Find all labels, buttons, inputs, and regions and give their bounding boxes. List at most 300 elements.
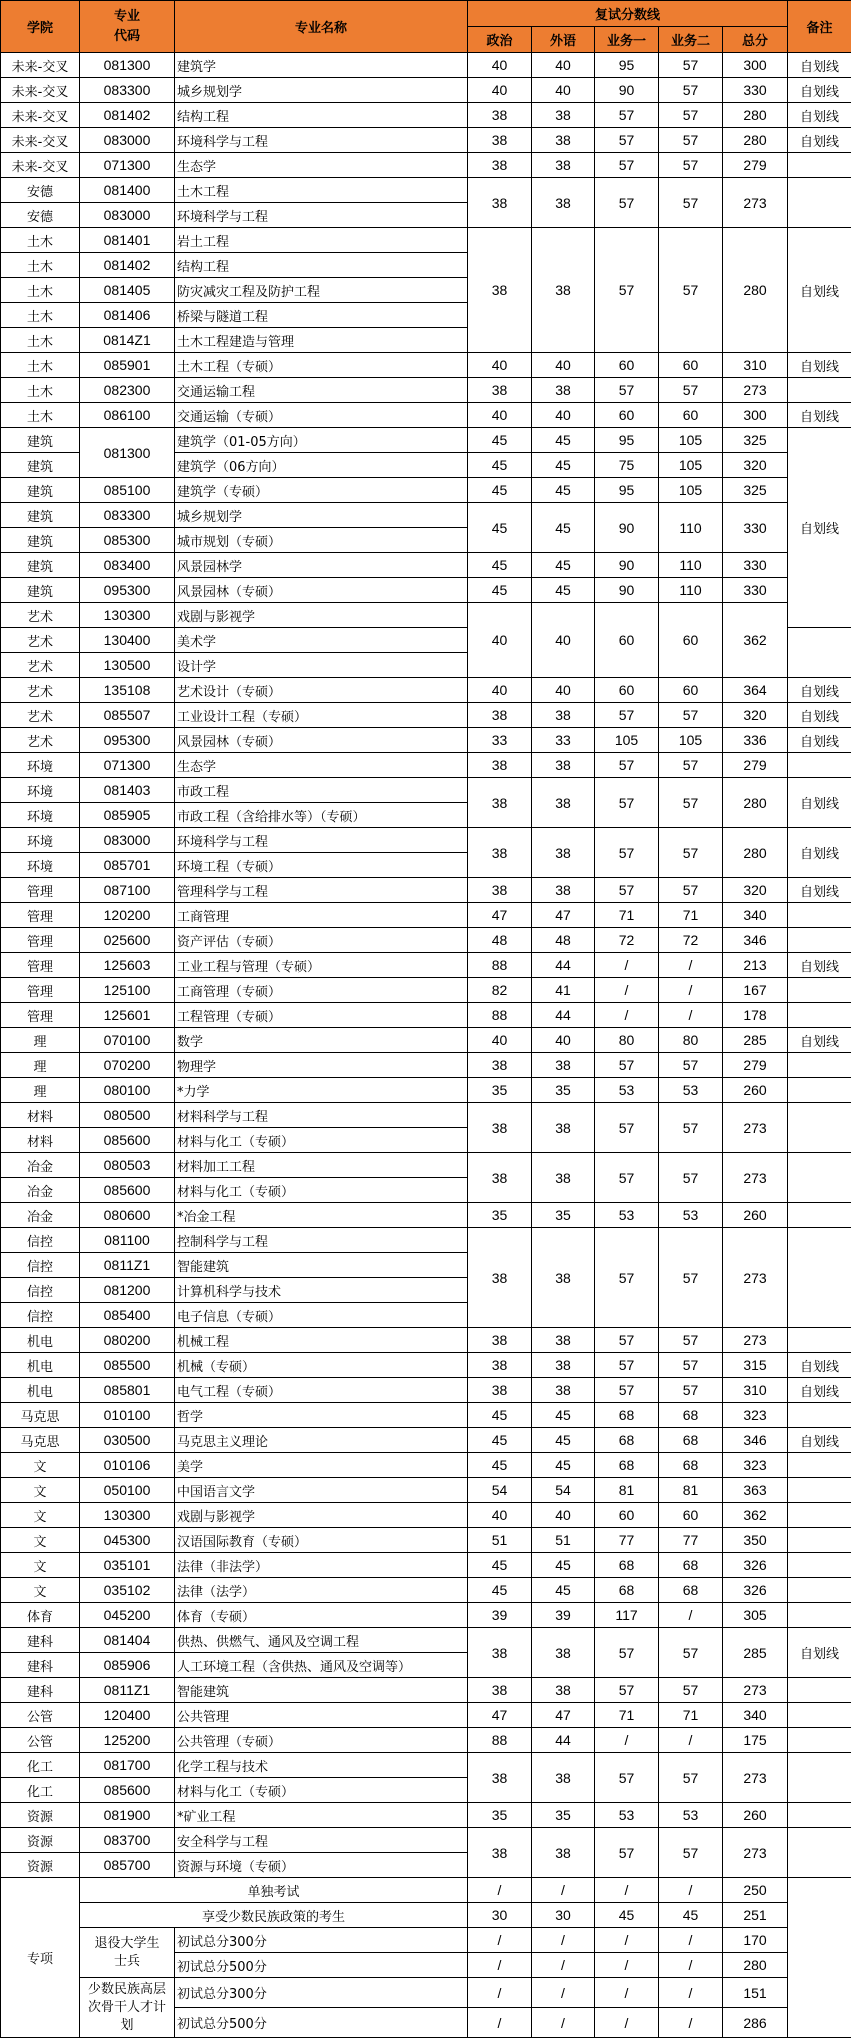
- major-code-cell: 120400: [80, 1703, 175, 1728]
- major-code-cell: 085906: [80, 1653, 175, 1678]
- score-language: 35: [532, 1803, 595, 1828]
- score-subject2: 105: [659, 478, 723, 503]
- major-code-cell: 085100: [80, 478, 175, 503]
- major-code-cell: 035101: [80, 1553, 175, 1578]
- college-cell: 文: [1, 1578, 80, 1603]
- remark-cell: [788, 1578, 851, 1603]
- score-subject2: 57: [659, 1328, 723, 1353]
- major-code-cell: 035102: [80, 1578, 175, 1603]
- college-cell: 环境: [1, 803, 80, 828]
- major-code-cell: 081402: [80, 103, 175, 128]
- score-language: 44: [532, 1728, 595, 1753]
- college-cell: 艺术: [1, 653, 80, 678]
- major-name-cell: 结构工程: [175, 103, 468, 128]
- header-politics: 政治: [468, 27, 532, 53]
- score-subject1: 57: [595, 1228, 659, 1328]
- college-cell: 环境: [1, 753, 80, 778]
- score-politics: 45: [468, 1428, 532, 1453]
- major-name-cell: *冶金工程: [175, 1203, 468, 1228]
- remark-cell: 自划线: [788, 828, 851, 878]
- score-subject1: 90: [595, 503, 659, 553]
- remark-cell: [788, 1553, 851, 1578]
- remark-cell: [788, 1153, 851, 1203]
- score-subject2: 57: [659, 1153, 723, 1203]
- score-total: 280: [723, 778, 788, 828]
- score-politics: 40: [468, 678, 532, 703]
- score-total: 285: [723, 1028, 788, 1053]
- score-language: 30: [532, 1903, 595, 1928]
- score-politics: 35: [468, 1803, 532, 1828]
- score-total: 346: [723, 1428, 788, 1453]
- score-politics: 38: [468, 1153, 532, 1203]
- score-politics: 38: [468, 778, 532, 828]
- score-language: 41: [532, 978, 595, 1003]
- table-row: [1, 903, 851, 928]
- major-name-cell: 汉语国际教育（专硕）: [175, 1528, 468, 1553]
- major-code-cell: 083000: [80, 203, 175, 228]
- score-subject1: 57: [595, 178, 659, 228]
- score-politics: 40: [468, 353, 532, 378]
- score-subject2: 57: [659, 153, 723, 178]
- score-politics: 38: [468, 1353, 532, 1378]
- major-code-cell: 095300: [80, 578, 175, 603]
- score-subject2: 81: [659, 1478, 723, 1503]
- major-code-cell: 045300: [80, 1528, 175, 1553]
- remark-cell: 自划线: [788, 1628, 851, 1678]
- major-code-cell: 086100: [80, 403, 175, 428]
- table-row: [1, 1053, 851, 1078]
- score-subject2: 53: [659, 1078, 723, 1103]
- college-cell: 艺术: [1, 703, 80, 728]
- table-row: [1, 1828, 851, 1853]
- college-cell: 土木: [1, 253, 80, 278]
- remark-cell: [788, 1328, 851, 1353]
- table-row: [1, 603, 851, 628]
- college-cell: 管理: [1, 953, 80, 978]
- college-cell: 公管: [1, 1728, 80, 1753]
- major-code-cell: 080200: [80, 1328, 175, 1353]
- major-code-cell: 085507: [80, 703, 175, 728]
- score-subject1: 68: [595, 1578, 659, 1603]
- score-subject2: 60: [659, 353, 723, 378]
- header-code: 专业代码: [80, 1, 175, 53]
- major-code-cell: 085801: [80, 1378, 175, 1403]
- table-row: [1, 1553, 851, 1578]
- table-row: [1, 753, 851, 778]
- major-name-cell: 体育（专硕）: [175, 1603, 468, 1628]
- major-code-cell: 085600: [80, 1778, 175, 1803]
- college-cell: 冶金: [1, 1153, 80, 1178]
- table-row: [1, 1528, 851, 1553]
- major-code-cell: 081300: [80, 53, 175, 78]
- score-subject1: 57: [595, 128, 659, 153]
- college-cell: 机电: [1, 1328, 80, 1353]
- major-code-cell: 0811Z1: [80, 1678, 175, 1703]
- table-row: [1, 928, 851, 953]
- table-row: [1, 1728, 851, 1753]
- major-code-cell: 070100: [80, 1028, 175, 1053]
- score-politics: 38: [468, 153, 532, 178]
- college-cell: 未来-交叉: [1, 153, 80, 178]
- score-subject1: 57: [595, 753, 659, 778]
- college-cell: 土木: [1, 403, 80, 428]
- college-cell: 信控: [1, 1228, 80, 1253]
- score-subject2: /: [659, 953, 723, 978]
- score-subject1: 57: [595, 1628, 659, 1678]
- score-subject1: /: [595, 1878, 659, 1903]
- college-cell: 土木: [1, 228, 80, 253]
- score-total: 280: [723, 228, 788, 353]
- remark-cell: [788, 978, 851, 1003]
- score-total: 300: [723, 403, 788, 428]
- college-cell: 冶金: [1, 1203, 80, 1228]
- table-row: [1, 1003, 851, 1028]
- score-language: 38: [532, 228, 595, 353]
- major-code-cell: 125100: [80, 978, 175, 1003]
- score-total: 167: [723, 978, 788, 1003]
- score-politics: 88: [468, 1728, 532, 1753]
- college-cell: 马克思: [1, 1428, 80, 1453]
- special-veterans: 退役大学生士兵: [80, 1928, 175, 1978]
- header-total: 总分: [723, 27, 788, 53]
- score-subject2: 110: [659, 503, 723, 553]
- score-language: 40: [532, 1503, 595, 1528]
- score-language: /: [532, 2008, 595, 2038]
- score-politics: /: [468, 2008, 532, 2038]
- college-cell: 环境: [1, 778, 80, 803]
- major-code-cell: 080600: [80, 1203, 175, 1228]
- score-subject1: 68: [595, 1553, 659, 1578]
- score-language: 40: [532, 1028, 595, 1053]
- major-code-cell: 081403: [80, 778, 175, 803]
- remark-cell: [788, 928, 851, 953]
- score-subject2: 57: [659, 1353, 723, 1378]
- score-politics: 45: [468, 478, 532, 503]
- table-row: [1, 1103, 851, 1128]
- college-cell: 建科: [1, 1678, 80, 1703]
- score-total: 273: [723, 378, 788, 403]
- score-subject1: 68: [595, 1428, 659, 1453]
- table-row: [1, 978, 851, 1003]
- score-language: 38: [532, 1378, 595, 1403]
- score-total: 279: [723, 753, 788, 778]
- remark-cell: [788, 378, 851, 403]
- major-code-cell: 081400: [80, 178, 175, 203]
- college-cell: 建筑: [1, 453, 80, 478]
- table-row: [1, 728, 851, 753]
- score-politics: 38: [468, 1328, 532, 1353]
- remark-cell: 自划线: [788, 228, 851, 353]
- remark-cell: 自划线: [788, 878, 851, 903]
- score-language: 39: [532, 1603, 595, 1628]
- score-politics: 82: [468, 978, 532, 1003]
- score-language: 38: [532, 1228, 595, 1328]
- remark-cell: [788, 753, 851, 778]
- score-language: 38: [532, 128, 595, 153]
- score-language: 54: [532, 1478, 595, 1503]
- score-subject1: 57: [595, 1053, 659, 1078]
- college-cell: 文: [1, 1553, 80, 1578]
- score-subject2: 68: [659, 1453, 723, 1478]
- major-name-cell: 机械工程: [175, 1328, 468, 1353]
- table-row: [1, 478, 851, 503]
- header-language: 外语: [532, 27, 595, 53]
- score-language: 40: [532, 403, 595, 428]
- college-cell: 建筑: [1, 503, 80, 528]
- major-name-cell: 哲学: [175, 1403, 468, 1428]
- score-subject2: 57: [659, 1828, 723, 1878]
- table-row: [1, 1428, 851, 1453]
- score-subject2: 57: [659, 1378, 723, 1403]
- score-language: 40: [532, 78, 595, 103]
- major-code-cell: 080100: [80, 1078, 175, 1103]
- college-cell: 土木: [1, 328, 80, 353]
- score-total: 330: [723, 503, 788, 553]
- score-language: /: [532, 1953, 595, 1978]
- score-language: 44: [532, 1003, 595, 1028]
- score-total: 175: [723, 1728, 788, 1753]
- score-subject2: 57: [659, 878, 723, 903]
- score-total: 330: [723, 578, 788, 603]
- college-cell: 安德: [1, 178, 80, 203]
- major-code-cell: 083000: [80, 128, 175, 153]
- score-subject1: 90: [595, 553, 659, 578]
- major-name-cell: 材料与化工（专硕）: [175, 1128, 468, 1153]
- score-subject1: 53: [595, 1078, 659, 1103]
- table-row: [1, 1453, 851, 1478]
- score-subject1: 53: [595, 1203, 659, 1228]
- score-subject1: 95: [595, 478, 659, 503]
- college-cell: 土木: [1, 353, 80, 378]
- major-code-cell: 081200: [80, 1278, 175, 1303]
- major-name-cell: 工业工程与管理（专硕）: [175, 953, 468, 978]
- score-subject1: 117: [595, 1603, 659, 1628]
- major-code-cell: 025600: [80, 928, 175, 953]
- score-politics: /: [468, 1953, 532, 1978]
- college-cell: 体育: [1, 1603, 80, 1628]
- major-name-cell: 环境工程（专硕）: [175, 853, 468, 878]
- score-subject2: 68: [659, 1553, 723, 1578]
- major-name-cell: 化学工程与技术: [175, 1753, 468, 1778]
- table-row: [1, 1153, 851, 1178]
- score-politics: /: [468, 1878, 532, 1903]
- major-name-cell: 管理科学与工程: [175, 878, 468, 903]
- score-total: 315: [723, 1353, 788, 1378]
- score-language: 38: [532, 1753, 595, 1803]
- score-subject1: /: [595, 953, 659, 978]
- special-college: 专项: [1, 1878, 80, 2038]
- major-name-cell: 城市规划（专硕）: [175, 528, 468, 553]
- college-cell: 信控: [1, 1253, 80, 1278]
- score-language: 38: [532, 703, 595, 728]
- score-language: 38: [532, 103, 595, 128]
- score-total: 273: [723, 1228, 788, 1328]
- major-name-cell: 控制科学与工程: [175, 1228, 468, 1253]
- score-subject1: 60: [595, 678, 659, 703]
- college-cell: 马克思: [1, 1403, 80, 1428]
- major-name-cell: 材料科学与工程: [175, 1103, 468, 1128]
- table-row: [1, 1603, 851, 1628]
- major-code-cell: 082300: [80, 378, 175, 403]
- major-code-cell: 083700: [80, 1828, 175, 1853]
- major-code-cell: 081404: [80, 1628, 175, 1653]
- score-language: 40: [532, 353, 595, 378]
- table-row: [1, 178, 851, 203]
- major-name-cell: 计算机科学与技术: [175, 1278, 468, 1303]
- score-politics: 38: [468, 1378, 532, 1403]
- major-name-cell: 公共管理: [175, 1703, 468, 1728]
- college-cell: 建科: [1, 1628, 80, 1653]
- score-language: 38: [532, 753, 595, 778]
- score-subject2: 57: [659, 828, 723, 878]
- remark-cell: 自划线: [788, 728, 851, 753]
- remark-cell: [788, 1403, 851, 1428]
- special-row-name: 初试总分500分: [175, 1953, 468, 1978]
- table-row: [1, 1353, 851, 1378]
- score-subject2: /: [659, 978, 723, 1003]
- major-name-cell: 设计学: [175, 653, 468, 678]
- college-cell: 机电: [1, 1378, 80, 1403]
- table-row: [1, 403, 851, 428]
- major-name-cell: 建筑学（06方向）: [175, 453, 468, 478]
- score-total: 336: [723, 728, 788, 753]
- score-subject1: 90: [595, 78, 659, 103]
- table-row: [1, 1403, 851, 1428]
- score-politics: 38: [468, 1628, 532, 1678]
- score-subject2: /: [659, 2008, 723, 2038]
- college-cell: 理: [1, 1078, 80, 1103]
- major-code-cell: 125200: [80, 1728, 175, 1753]
- major-name-cell: 工商管理: [175, 903, 468, 928]
- score-subject2: 53: [659, 1203, 723, 1228]
- score-language: 48: [532, 928, 595, 953]
- score-politics: 45: [468, 453, 532, 478]
- score-language: 33: [532, 728, 595, 753]
- score-subject1: 57: [595, 1353, 659, 1378]
- major-name-cell: 风景园林（专硕）: [175, 728, 468, 753]
- major-code-cell: 030500: [80, 1428, 175, 1453]
- major-name-cell: 马克思主义理论: [175, 1428, 468, 1453]
- college-cell: 艺术: [1, 603, 80, 628]
- table-body: [1, 53, 851, 1878]
- score-total: 178: [723, 1003, 788, 1028]
- table-row: [1, 778, 851, 803]
- college-cell: 艺术: [1, 628, 80, 653]
- major-code-cell: 085600: [80, 1178, 175, 1203]
- major-name-cell: *矿业工程: [175, 1803, 468, 1828]
- score-subject2: 57: [659, 228, 723, 353]
- score-total: 363: [723, 1478, 788, 1503]
- major-code-cell: 081700: [80, 1753, 175, 1778]
- score-total: 350: [723, 1528, 788, 1553]
- score-politics: 35: [468, 1203, 532, 1228]
- score-politics: 45: [468, 1553, 532, 1578]
- major-name-cell: 材料与化工（专硕）: [175, 1178, 468, 1203]
- remark-cell: 自划线: [788, 1028, 851, 1053]
- score-politics: 45: [468, 553, 532, 578]
- score-subject1: 60: [595, 603, 659, 678]
- remark-cell: 自划线: [788, 778, 851, 828]
- score-politics: 47: [468, 1703, 532, 1728]
- score-politics: 51: [468, 1528, 532, 1553]
- major-code-cell: 135108: [80, 678, 175, 703]
- score-subject2: 105: [659, 428, 723, 453]
- score-subject1: 81: [595, 1478, 659, 1503]
- major-code-cell: 081300: [80, 428, 175, 478]
- score-total: 273: [723, 1828, 788, 1878]
- college-cell: 公管: [1, 1703, 80, 1728]
- major-code-cell: 085300: [80, 528, 175, 553]
- remark-cell: 自划线: [788, 53, 851, 78]
- major-name-cell: 工程管理（专硕）: [175, 1003, 468, 1028]
- score-total: 273: [723, 1678, 788, 1703]
- score-language: /: [532, 1978, 595, 2008]
- score-language: 47: [532, 1703, 595, 1728]
- score-politics: 88: [468, 1003, 532, 1028]
- score-subject2: 45: [659, 1903, 723, 1928]
- score-politics: 30: [468, 1903, 532, 1928]
- remark-cell: 自划线: [788, 1378, 851, 1403]
- score-language: 38: [532, 1628, 595, 1678]
- table-row: [1, 553, 851, 578]
- table-row: [1, 228, 851, 253]
- score-subject1: 57: [595, 778, 659, 828]
- major-name-cell: 智能建筑: [175, 1253, 468, 1278]
- major-code-cell: 010100: [80, 1403, 175, 1428]
- score-total: 279: [723, 153, 788, 178]
- major-code-cell: 0811Z1: [80, 1253, 175, 1278]
- score-subject2: 71: [659, 903, 723, 928]
- college-cell: 化工: [1, 1753, 80, 1778]
- score-subject1: 95: [595, 53, 659, 78]
- score-language: 40: [532, 53, 595, 78]
- major-name-cell: 艺术设计（专硕）: [175, 678, 468, 703]
- score-politics: 38: [468, 128, 532, 153]
- score-politics: 38: [468, 703, 532, 728]
- major-code-cell: 045200: [80, 1603, 175, 1628]
- major-name-cell: 风景园林（专硕）: [175, 578, 468, 603]
- score-subject2: 60: [659, 403, 723, 428]
- score-subject2: 71: [659, 1703, 723, 1728]
- score-politics: 40: [468, 1503, 532, 1528]
- score-subject2: 57: [659, 1053, 723, 1078]
- major-name-cell: 生态学: [175, 753, 468, 778]
- major-name-cell: 智能建筑: [175, 1678, 468, 1703]
- table-row: [1, 703, 851, 728]
- score-total: 326: [723, 1578, 788, 1603]
- score-subject1: 57: [595, 828, 659, 878]
- college-cell: 未来-交叉: [1, 103, 80, 128]
- college-cell: 建筑: [1, 553, 80, 578]
- remark-cell: 自划线: [788, 103, 851, 128]
- college-cell: 理: [1, 1053, 80, 1078]
- header-college: 学院: [1, 1, 80, 53]
- score-subject2: 77: [659, 1528, 723, 1553]
- major-code-cell: 081100: [80, 1228, 175, 1253]
- major-code-cell: 085400: [80, 1303, 175, 1328]
- major-code-cell: 130500: [80, 653, 175, 678]
- table-row: [1, 353, 851, 378]
- score-language: 45: [532, 1553, 595, 1578]
- remark-cell: [788, 1203, 851, 1228]
- major-name-cell: 机械（专硕）: [175, 1353, 468, 1378]
- header-remark: 备注: [788, 1, 851, 53]
- major-name-cell: 法律（非法学）: [175, 1553, 468, 1578]
- major-name-cell: 材料加工工程: [175, 1153, 468, 1178]
- header-subject1: 业务一: [595, 27, 659, 53]
- score-total: 280: [723, 1953, 788, 1978]
- major-code-cell: 083000: [80, 828, 175, 853]
